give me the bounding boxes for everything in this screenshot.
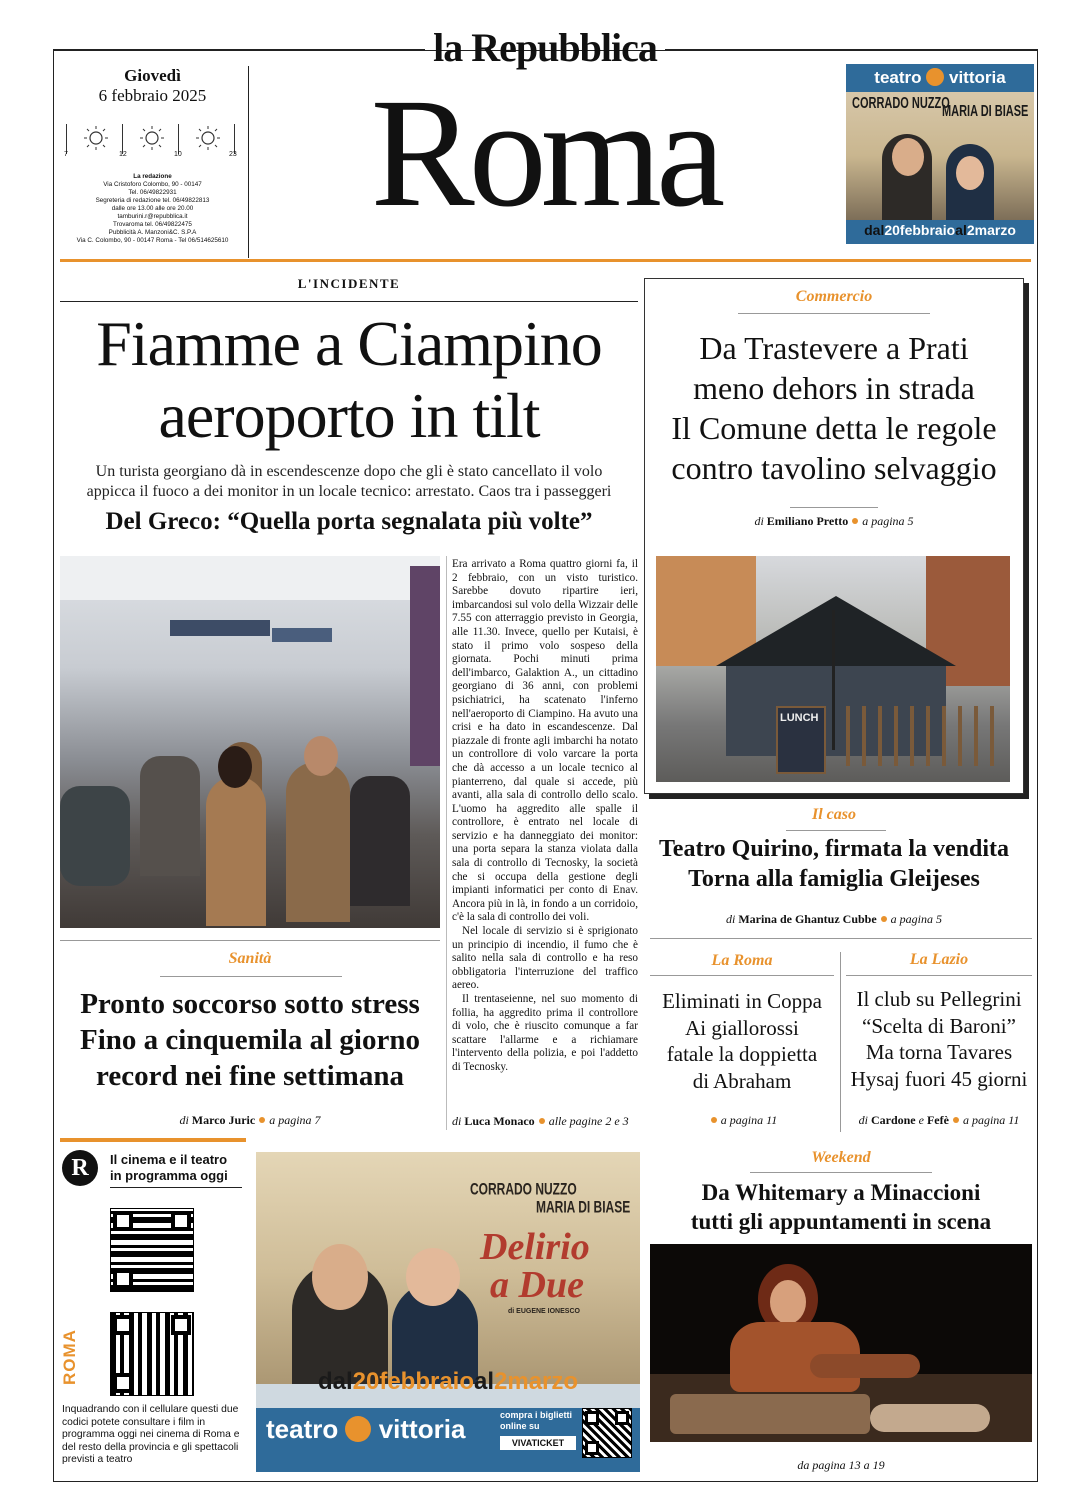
- caso-kicker: Il caso: [812, 806, 856, 823]
- sun-icon: [138, 124, 166, 152]
- dehors-photo: [656, 556, 1010, 782]
- lead-body: Era arrivato a Roma quattro giorni fa, il 2 febbraio, con un visto turistico. Sarebbe dovuto ripartire ieri, imbarcandosi sul volo della Wizzair delle 7.55 con atterraggio previsto in Georgia, alle 11.30. Invece, quello per Kutaisi, è stato il primo volo sospeso della giornata. Pochi minuti prima dell'imbarco, Galaktion A., un cittadino georgiano di 36 anni, con problemi psichiatrici, ha scatenato l'inferno nell'aeroporto di Ciampino. Ha avuto una crisi e ha dato in escandescenze. Dal piazzale di fronte agli imbarchi ha notato un controllore di volo varcare la porta che dà accesso a un locale tecnico al pianterreno, dal quale si accede, più avanti, alla sala di controllo dello scalo. L'uomo ha aggredito alle spalle il controllore, è entrato nel locale di servizio e ha danneggiato dei monitor: una porta separa la stanza violata dalla sala di controllo di Tecnosky, la società che si occupa della gestione degli impianti informatici per conto di Enav. Ancora più in là, in fondo a un corridoio, c'è la sala di controllo dei voli. Nel locale di servizio si è sprigionato un principio di incendio, il fumo che è salito nella sala di controllo e ha reso obbligatoria l'interruzione del traffico aereo. Il trentaseienne, nel suo momento di follia, ha aggredito prima il controllore di volo, che è riuscito comunque a far scattare l'allarme e a richiamare l'intervento della polizia, e poi l'addetto di Tecnosky.: [452, 558, 638, 1073]
- masthead-underline: [60, 259, 1031, 262]
- redazione-line: Tel. 06/49822931: [128, 189, 177, 196]
- weekday: Giovedì: [124, 66, 181, 85]
- redazione-line: Via Cristoforo Colombo, 90 - 00147: [103, 181, 202, 188]
- lazio-headline[interactable]: Il club su Pellegrini “Scelta di Baroni” Ma torna Tavares Hysaj fuori 45 giorni: [850, 987, 1028, 1091]
- smile-icon: [926, 68, 944, 86]
- brand-logo[interactable]: la Repubblica: [433, 25, 657, 70]
- ad-actor-name: CORRADO NUZZO: [470, 1179, 577, 1199]
- roma-headline[interactable]: Eliminati in Coppa Ai giallorossi fatale la doppietta di Abraham: [662, 989, 822, 1093]
- lead-kicker: L'INCIDENTE: [297, 276, 401, 291]
- temp-low: 7: [64, 151, 68, 158]
- repubblica-logo-icon: R: [62, 1150, 98, 1186]
- ad-show-author: di EUGENE IONESCO: [508, 1308, 580, 1315]
- actor-name: MARIA DI BIASE: [942, 103, 1029, 121]
- actor-face: [312, 1244, 368, 1310]
- cinema-side-label: ROMA: [59, 1329, 79, 1385]
- sanita-kicker: Sanità: [228, 950, 272, 967]
- redazione-block: [60, 173, 245, 245]
- commercio-kicker: Commercio: [795, 288, 873, 305]
- brand-teatro: teatro: [874, 68, 922, 87]
- redazione-line: dalle ore 13.00 alle ore 20.00: [111, 205, 194, 212]
- redazione-line: Via C. Colombo, 90 - 00147 Roma - Tel 06/514625610: [76, 237, 229, 244]
- actor-face: [406, 1248, 460, 1306]
- edition-title: Roma: [370, 66, 720, 239]
- sun-icon: [82, 124, 110, 152]
- airport-photo: [60, 556, 440, 928]
- weekend-headline[interactable]: Da Whitemary a Minaccioni tutti gli appuntamenti in scena: [690, 1180, 992, 1234]
- lazio-byline[interactable]: di Cardone e Fefè a pagina 11: [858, 1113, 1020, 1127]
- lazio-kicker: La Lazio: [909, 951, 969, 968]
- actor-face: [956, 156, 984, 190]
- ad-brand: teatro vittoria: [266, 1414, 466, 1444]
- actor-name: CORRADO NUZZO: [852, 95, 950, 113]
- lead-headline: Fiamme a Ciampino aeroporto in tilt: [96, 308, 602, 451]
- ad-show-title: Delirio a Due: [480, 1226, 590, 1306]
- lead-deck: Un turista georgiano dà in escendescenze dopo che gli è stato cancellato il volo appicca il fuoco a dei monitor in un locale tecnico: arrestato. Caos tra i passeggeri: [86, 463, 612, 500]
- temp-high: 12: [119, 151, 127, 158]
- redazione-line: tamburini.r@repubblica.it: [117, 213, 188, 220]
- roma-byline[interactable]: a pagina 11: [650, 1113, 834, 1128]
- sun-icon: [194, 124, 222, 152]
- lead-subhead: Del Greco: “Quella porta segnalata più volte”: [105, 508, 593, 535]
- date: 6 febbraio 2025: [98, 86, 207, 105]
- weekend-byline[interactable]: da pagina 13 a 19: [797, 1458, 885, 1472]
- sanita-headline[interactable]: Pronto soccorso sotto stress Fino a cinquemila al giorno record nei fine settimana: [80, 988, 420, 1092]
- temp-high: 23: [229, 151, 237, 158]
- qr-code-tickets[interactable]: [582, 1408, 632, 1458]
- weekend-kicker: Weekend: [811, 1149, 871, 1166]
- ad-vendor[interactable]: VIVATICKET: [500, 1436, 576, 1450]
- commercio-byline[interactable]: di Emiliano Pretto a pagina 5: [754, 514, 914, 528]
- temp-high: 10: [174, 151, 182, 158]
- smile-icon: [345, 1416, 371, 1442]
- cinema-box: [60, 1142, 246, 1472]
- brand-vittoria: vittoria: [949, 68, 1006, 87]
- ad-actor-name: MARIA DI BIASE: [536, 1197, 631, 1217]
- redazione-line: Trovaroma tel. 06/49822475: [113, 221, 192, 228]
- weather-strip: [62, 120, 242, 162]
- ad-dates: dal20febbraioal2marzo: [317, 1368, 579, 1395]
- ad-delirio-a-due[interactable]: [256, 1152, 640, 1472]
- theatre-photo: [650, 1244, 1032, 1442]
- cinema-text: Inquadrando con il cellulare questi due codici potete consultare i film in programma oggi nei cinema di Roma e del resto della provincia e gli spettacoli previsti a teatro: [62, 1404, 240, 1466]
- ad-teatro-vittoria-top[interactable]: [846, 64, 1034, 244]
- roma-kicker: La Roma: [711, 952, 773, 969]
- caso-headline[interactable]: Teatro Quirino, firmata la vendita Torna alla famiglia Gleijeses: [659, 836, 1009, 892]
- ad-dates: dal20febbraioal2marzo: [864, 222, 1016, 238]
- qr-code-teatro[interactable]: [110, 1312, 194, 1396]
- redazione-title: La redazione: [133, 173, 172, 180]
- cinema-title: Il cinema e il teatro in programma oggi: [110, 1152, 228, 1183]
- caso-byline[interactable]: di Marina de Ghantuz Cubbe a pagina 5: [725, 912, 943, 926]
- lead-byline[interactable]: di Luca Monaco alle pagine 2 e 3: [452, 1114, 629, 1128]
- redazione-line: Segreteria di redazione tel. 06/49822813: [95, 197, 210, 204]
- lunch-sign: LUNCH: [780, 712, 819, 724]
- qr-code-cinema[interactable]: [110, 1208, 194, 1292]
- commercio-headline[interactable]: Da Trastevere a Prati meno dehors in strada Il Comune detta le regole contro tavolino selvaggio: [671, 330, 997, 486]
- redazione-line: Pubblicità A. Manzoni&C. S.P.A: [108, 229, 197, 236]
- actor-face: [892, 138, 924, 176]
- date-block: [60, 66, 245, 106]
- sanita-byline[interactable]: di Marco Juric a pagina 7: [179, 1113, 321, 1127]
- ad-tickets: compra i biglietti online su: [500, 1410, 573, 1431]
